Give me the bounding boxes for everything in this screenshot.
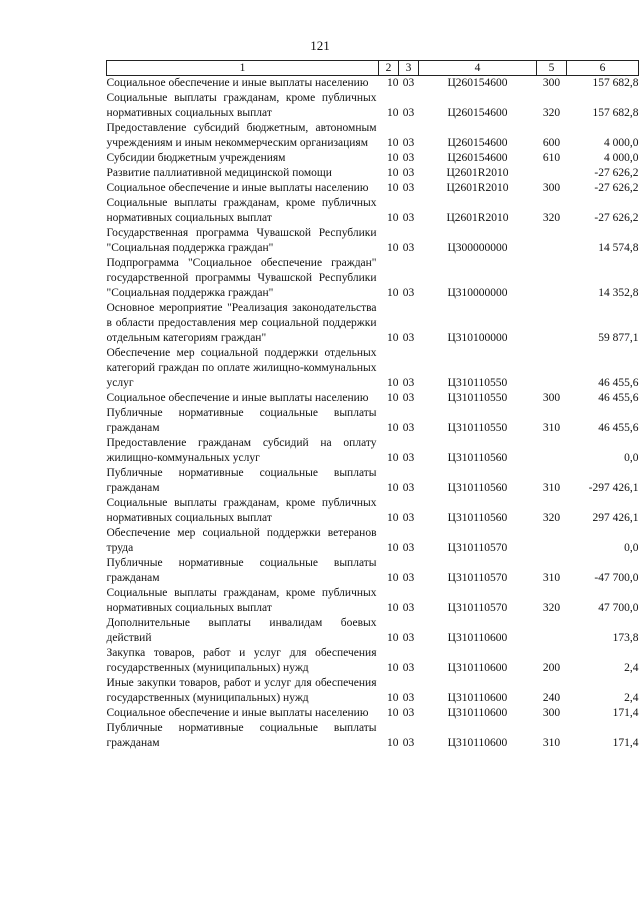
budget-table (106, 60, 639, 751)
cell-target-article: Ц310110570 (447, 572, 508, 584)
cell-section: 10 (387, 332, 399, 344)
table-row (107, 91, 639, 121)
cell-section: 10 (387, 392, 399, 404)
cell-expense-type: 200 (542, 662, 561, 674)
cell-expense-type (537, 166, 567, 181)
cell-target-article: Ц310110550 (447, 377, 508, 389)
cell-amount: 46 455,6 (598, 377, 639, 389)
cell-target-article: Ц310110550 (447, 392, 508, 404)
cell-expense-type (537, 616, 567, 646)
table-row (107, 391, 639, 406)
cell-expense-type (537, 256, 567, 301)
cell-amount: 14 574,8 (598, 242, 639, 254)
cell-target-article: Ц300000000 (447, 242, 508, 254)
table-body (107, 76, 639, 752)
cell-expense-type: 310 (542, 422, 561, 434)
cell-amount: 59 877,1 (598, 332, 639, 344)
cell-expense-type (537, 301, 567, 346)
cell-amount: 46 455,6 (598, 422, 639, 434)
cell-target-article: Ц310110600 (447, 707, 508, 719)
cell-section: 10 (387, 602, 399, 614)
cell-target-article: Ц310110560 (447, 452, 508, 464)
cell-name: Социальное обеспечение и иные выплаты населению (106, 392, 369, 404)
cell-name: Публичные нормативные социальные выплаты гражданам (106, 407, 377, 434)
cell-target-article: Ц260154600 (447, 152, 508, 164)
cell-subsection: 03 (402, 572, 415, 584)
table-row (107, 151, 639, 166)
table-row (107, 166, 639, 181)
cell-amount: 4 000,0 (604, 152, 639, 164)
cell-expense-type: 240 (542, 692, 561, 704)
cell-expense-type: 310 (542, 737, 561, 749)
cell-expense-type: 610 (542, 152, 561, 164)
cell-target-article: Ц310110600 (447, 692, 508, 704)
cell-target-article: Ц260154600 (447, 107, 508, 119)
table-row (107, 496, 639, 526)
cell-name: Основное мероприятие "Реализация законодательства в области предоставления мер социальной поддержки отдельным категориям граждан" (106, 302, 377, 344)
cell-subsection: 03 (402, 452, 415, 464)
cell-section: 10 (387, 152, 399, 164)
cell-subsection: 03 (402, 77, 415, 89)
cell-amount: -27 626,2 (594, 212, 639, 224)
cell-amount: -297 426,1 (588, 482, 639, 494)
header-col-target-article: 4 (419, 61, 537, 76)
cell-name: Социальные выплаты гражданам, кроме публичных нормативных социальных выплат (106, 197, 377, 224)
cell-subsection: 03 (402, 512, 415, 524)
cell-subsection: 03 (402, 107, 415, 119)
cell-subsection: 03 (402, 482, 415, 494)
header-row (107, 61, 639, 76)
cell-section: 10 (387, 512, 399, 524)
table-row (107, 526, 639, 556)
cell-section: 10 (387, 542, 399, 554)
cell-section: 10 (387, 662, 399, 674)
cell-section: 10 (387, 242, 399, 254)
cell-amount: 297 426,1 (592, 512, 639, 524)
cell-name: Публичные нормативные социальные выплаты гражданам (106, 557, 377, 584)
cell-name: Социальное обеспечение и иные выплаты населению (106, 707, 369, 719)
cell-amount: 4 000,0 (604, 137, 639, 149)
table-row (107, 556, 639, 586)
cell-section: 10 (387, 377, 399, 389)
cell-subsection: 03 (402, 287, 415, 299)
cell-target-article: Ц310110550 (447, 422, 508, 434)
table-row (107, 256, 639, 301)
cell-amount: 157 682,8 (592, 77, 639, 89)
cell-target-article: Ц260154600 (447, 77, 508, 89)
cell-amount: 47 700,0 (598, 602, 639, 614)
cell-name: Обеспечение мер социальной поддержки ветеранов труда (106, 527, 377, 554)
table-row (107, 616, 639, 646)
cell-section: 10 (387, 572, 399, 584)
table-row (107, 346, 639, 391)
cell-target-article: Ц310110600 (447, 737, 508, 749)
table-header (107, 61, 639, 76)
cell-name: Закупка товаров, работ и услуг для обеспечения государственных (муниципальных) нужд (106, 647, 377, 674)
cell-amount: -47 700,0 (594, 572, 639, 584)
table-row (107, 76, 639, 92)
cell-target-article: Ц310110560 (447, 512, 508, 524)
cell-name: Дополнительные выплаты инвалидам боевых действий (106, 617, 377, 644)
cell-section: 10 (387, 287, 399, 299)
table-row (107, 301, 639, 346)
table-row (107, 586, 639, 616)
cell-expense-type: 320 (542, 212, 561, 224)
cell-target-article: Ц310100000 (447, 332, 508, 344)
cell-subsection: 03 (402, 662, 415, 674)
header-col-section: 2 (379, 61, 399, 76)
cell-target-article: Ц310110560 (447, 482, 508, 494)
cell-expense-type (537, 436, 567, 466)
table-row (107, 406, 639, 436)
cell-amount: 157 682,8 (592, 107, 639, 119)
table-row (107, 646, 639, 676)
cell-name: Социальное обеспечение и иные выплаты населению (106, 182, 369, 194)
cell-subsection: 03 (402, 137, 415, 149)
cell-expense-type: 310 (542, 572, 561, 584)
cell-subsection: 03 (402, 212, 415, 224)
cell-expense-type: 320 (542, 512, 561, 524)
header-col-subsection: 3 (399, 61, 419, 76)
cell-expense-type (537, 226, 567, 256)
cell-name: Предоставление субсидий бюджетным, автономным учреждениям и иным некоммерческим организациям (106, 122, 377, 149)
header-col-expense-type: 5 (537, 61, 567, 76)
cell-section: 10 (387, 482, 399, 494)
cell-subsection: 03 (402, 332, 415, 344)
cell-name: Иные закупки товаров, работ и услуг для обеспечения государственных (муниципальных) нужд (106, 677, 377, 704)
cell-section: 10 (387, 422, 399, 434)
cell-target-article: Ц2601R2010 (446, 182, 509, 194)
cell-expense-type: 300 (542, 707, 561, 719)
cell-expense-type: 320 (542, 602, 561, 614)
cell-subsection: 03 (402, 542, 415, 554)
cell-section: 10 (387, 692, 399, 704)
cell-amount: 0,0 (624, 542, 639, 554)
cell-expense-type: 310 (542, 482, 561, 494)
cell-name: Публичные нормативные социальные выплаты гражданам (106, 467, 377, 494)
cell-section: 10 (387, 182, 399, 194)
cell-subsection: 03 (402, 377, 415, 389)
page-number: 121 (310, 38, 330, 53)
cell-expense-type (537, 346, 567, 391)
table-row (107, 436, 639, 466)
cell-name: Обеспечение мер социальной поддержки отдельных категорий граждан по оплате жилищно-коммунальных услуг (106, 347, 377, 389)
table-row (107, 181, 639, 196)
cell-section: 10 (387, 167, 399, 179)
cell-section: 10 (387, 632, 399, 644)
cell-name: Публичные нормативные социальные выплаты гражданам (106, 722, 377, 749)
table-row (107, 226, 639, 256)
cell-name: Социальное обеспечение и иные выплаты населению (106, 77, 369, 89)
cell-section: 10 (387, 107, 399, 119)
cell-name: Государственная программа Чувашской Республики "Социальная поддержка граждан" (106, 227, 377, 254)
cell-target-article: Ц310110570 (447, 602, 508, 614)
cell-section: 10 (387, 212, 399, 224)
cell-target-article: Ц310110600 (447, 662, 508, 674)
cell-subsection: 03 (402, 602, 415, 614)
cell-subsection: 03 (402, 182, 415, 194)
cell-section: 10 (387, 77, 399, 89)
table-row (107, 706, 639, 721)
cell-name: Субсидии бюджетным учреждениям (106, 152, 286, 164)
cell-amount: 171,4 (612, 707, 639, 719)
cell-subsection: 03 (402, 422, 415, 434)
cell-target-article: Ц2601R2010 (446, 212, 509, 224)
cell-amount: 46 455,6 (598, 392, 639, 404)
cell-amount: 2,4 (624, 692, 639, 704)
cell-subsection: 03 (402, 152, 415, 164)
cell-name: Предоставление гражданам субсидий на оплату жилищно-коммунальных услуг (106, 437, 377, 464)
cell-amount: 14 352,8 (598, 287, 639, 299)
cell-subsection: 03 (402, 242, 415, 254)
cell-expense-type: 300 (542, 182, 561, 194)
header-col-name: 1 (107, 61, 379, 76)
cell-name: Социальные выплаты гражданам, кроме публичных нормативных социальных выплат (106, 587, 377, 614)
table-row (107, 721, 639, 751)
cell-amount: -27 626,2 (594, 182, 639, 194)
cell-name: Подпрограмма "Социальное обеспечение граждан" государственной программы Чувашской Республики "Социальная поддержка граждан" (106, 257, 377, 299)
cell-amount: 171,4 (612, 737, 639, 749)
cell-expense-type: 300 (542, 77, 561, 89)
cell-section: 10 (387, 452, 399, 464)
cell-amount: 2,4 (624, 662, 639, 674)
table-row (107, 466, 639, 496)
cell-target-article: Ц260154600 (447, 137, 508, 149)
table-row (107, 676, 639, 706)
cell-section: 10 (387, 737, 399, 749)
cell-amount: 0,0 (624, 452, 639, 464)
cell-subsection: 03 (402, 392, 415, 404)
cell-target-article: Ц310110570 (447, 542, 508, 554)
cell-section: 10 (387, 707, 399, 719)
cell-subsection: 03 (402, 692, 415, 704)
cell-subsection: 03 (402, 632, 415, 644)
cell-name: Социальные выплаты гражданам, кроме публичных нормативных социальных выплат (106, 497, 377, 524)
table-row (107, 121, 639, 151)
table-row (107, 196, 639, 226)
cell-name: Развитие паллиативной медицинской помощи (106, 167, 332, 179)
cell-subsection: 03 (402, 737, 415, 749)
cell-expense-type: 600 (542, 137, 561, 149)
header-col-amount: 6 (567, 61, 639, 76)
cell-section: 10 (387, 137, 399, 149)
cell-expense-type: 300 (542, 392, 561, 404)
cell-name: Социальные выплаты гражданам, кроме публичных нормативных социальных выплат (106, 92, 377, 119)
cell-subsection: 03 (402, 167, 415, 179)
cell-expense-type (537, 526, 567, 556)
cell-target-article: Ц2601R2010 (446, 167, 509, 179)
cell-amount: -27 626,2 (594, 167, 639, 179)
cell-expense-type: 320 (542, 107, 561, 119)
cell-amount: 173,8 (612, 632, 639, 644)
cell-target-article: Ц310110600 (447, 632, 508, 644)
cell-target-article: Ц310000000 (447, 287, 508, 299)
cell-subsection: 03 (402, 707, 415, 719)
